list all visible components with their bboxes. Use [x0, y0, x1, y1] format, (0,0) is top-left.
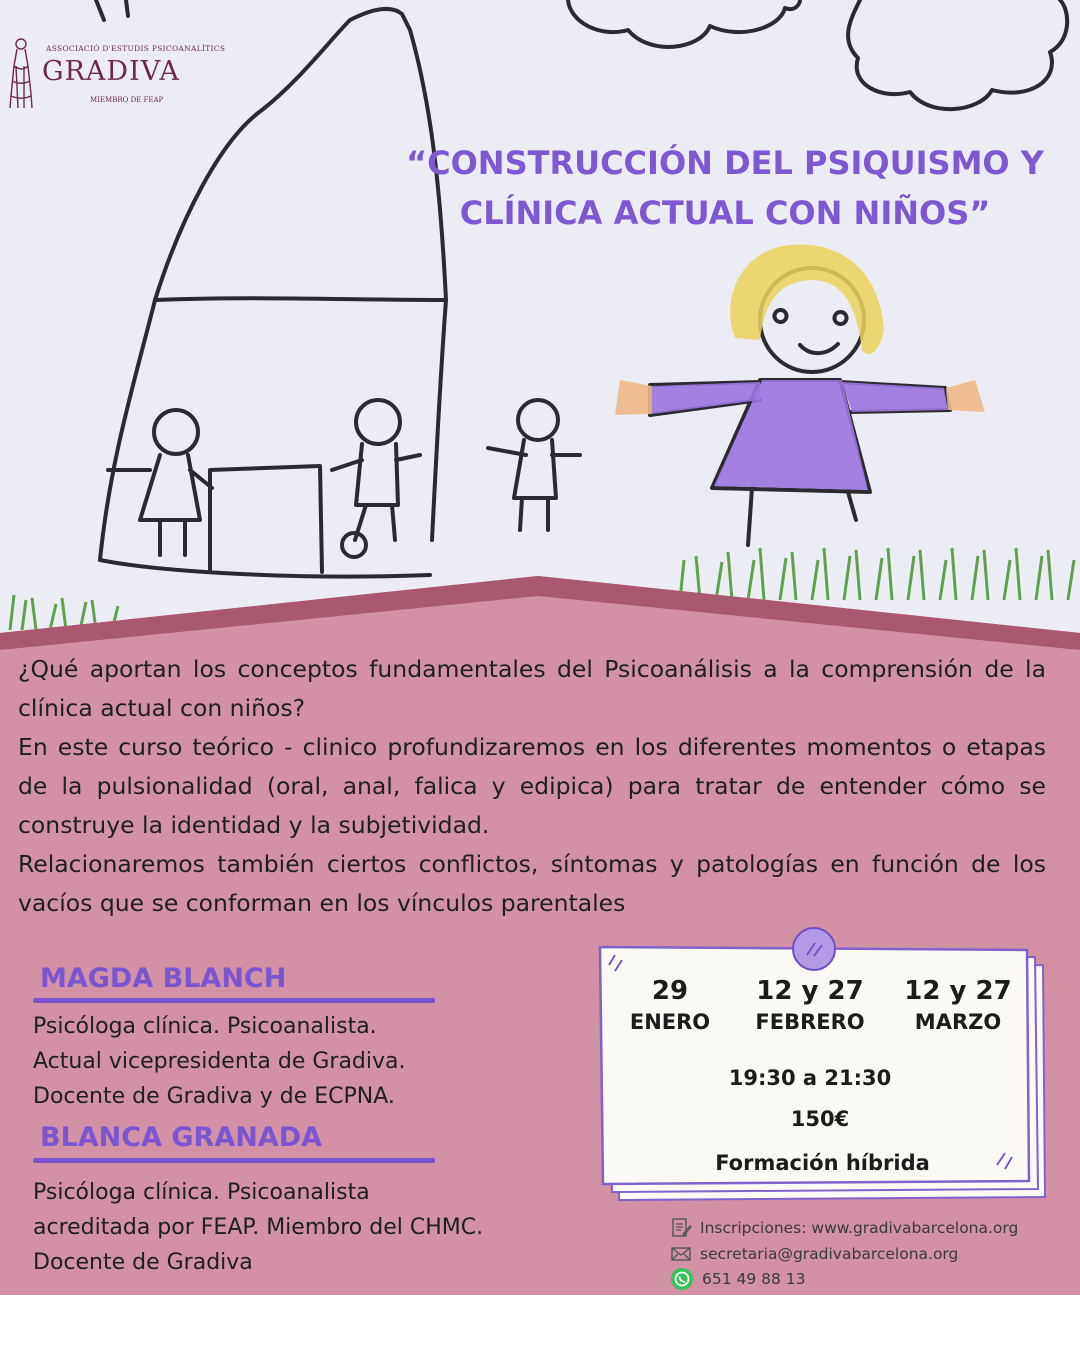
whatsapp-icon [670, 1267, 694, 1291]
description-paragraph: En este curso teórico - clinico profundizaremos en los diferentes momentos o etapas de la pulsionalidad (oral, anal, falica y edipica) para tratar de entender cómo se construye la identidad y la subjetividad. [18, 733, 1046, 839]
speaker-bio-line: Docente de Gradiva y de ECPNA. [33, 1084, 395, 1109]
organization-name: GRADIVA [42, 56, 180, 87]
date-month: ENERO [629, 1010, 711, 1034]
notepad-icon [670, 1217, 692, 1239]
speaker-name: BLANCA GRANADA [40, 1122, 323, 1153]
inscriptions-link[interactable]: Inscripciones: www.gradivabarcelona.org [700, 1219, 1019, 1237]
schedule-price: 150€ [790, 1107, 850, 1131]
speaker-underline [33, 998, 435, 1003]
speaker-name: MAGDA BLANCH [40, 963, 287, 994]
description-paragraph: ¿Qué aportan los conceptos fundamentales del Psicoanálisis a la comprensión de la clínica actual con niños? [18, 655, 1046, 722]
email-link[interactable]: secretaria@gradivabarcelona.org [700, 1245, 959, 1263]
speaker-bio-line: Psicóloga clínica. Psicoanalista. [33, 1014, 377, 1039]
course-description [18, 650, 1046, 923]
speaker-bio [33, 1009, 593, 1114]
gradiva-logo [6, 36, 226, 116]
organization-sub-line: MIEMBRO DE FEAP [90, 96, 164, 104]
contact-email[interactable] [670, 1242, 958, 1266]
contact-phone[interactable] [670, 1267, 806, 1291]
speaker-bio-line: acreditada por FEAP. Miembro del CHMC. [33, 1215, 484, 1240]
description-paragraph: Relacionaremos también ciertos conflictos, síntomas y patologías en función de los vacíos que se conforman en los vínculos parentales [18, 850, 1046, 917]
date-day: 29 [651, 976, 689, 1006]
speaker-bio [33, 1175, 593, 1280]
course-title-line-1: “CONSTRUCCIÓN DEL PSIQUISMO Y [406, 144, 1044, 182]
date-month: MARZO [914, 1010, 1002, 1034]
course-title [380, 138, 1070, 238]
speaker-bio-line: Actual vicepresidenta de Gradiva. [33, 1049, 406, 1074]
schedule-format: Formación híbrida [715, 1151, 930, 1175]
date-month: FEBRERO [755, 1010, 865, 1034]
contact-inscriptions[interactable] [670, 1216, 1018, 1240]
organization-top-line: ASSOCIACIÓ D'ESTUDIS PSICOANALÍTICS [46, 44, 226, 53]
course-title-line-2: CLÍNICA ACTUAL CON NIÑOS” [459, 194, 991, 232]
gradiva-figure-icon [6, 36, 36, 110]
date-february [740, 975, 880, 1037]
envelope-icon [670, 1243, 692, 1265]
date-day: 12 y 27 [756, 976, 864, 1006]
date-day: 12 y 27 [904, 976, 1012, 1006]
speaker-bio-line: Psicóloga clínica. Psicoanalista [33, 1180, 370, 1205]
phone-number[interactable]: 651 49 88 13 [702, 1270, 806, 1288]
date-january [610, 975, 730, 1037]
date-march [888, 975, 1028, 1037]
speaker-underline [33, 1158, 435, 1163]
schedule-time: 19:30 a 21:30 [728, 1066, 892, 1090]
speaker-bio-line: Docente de Gradiva [33, 1250, 253, 1275]
